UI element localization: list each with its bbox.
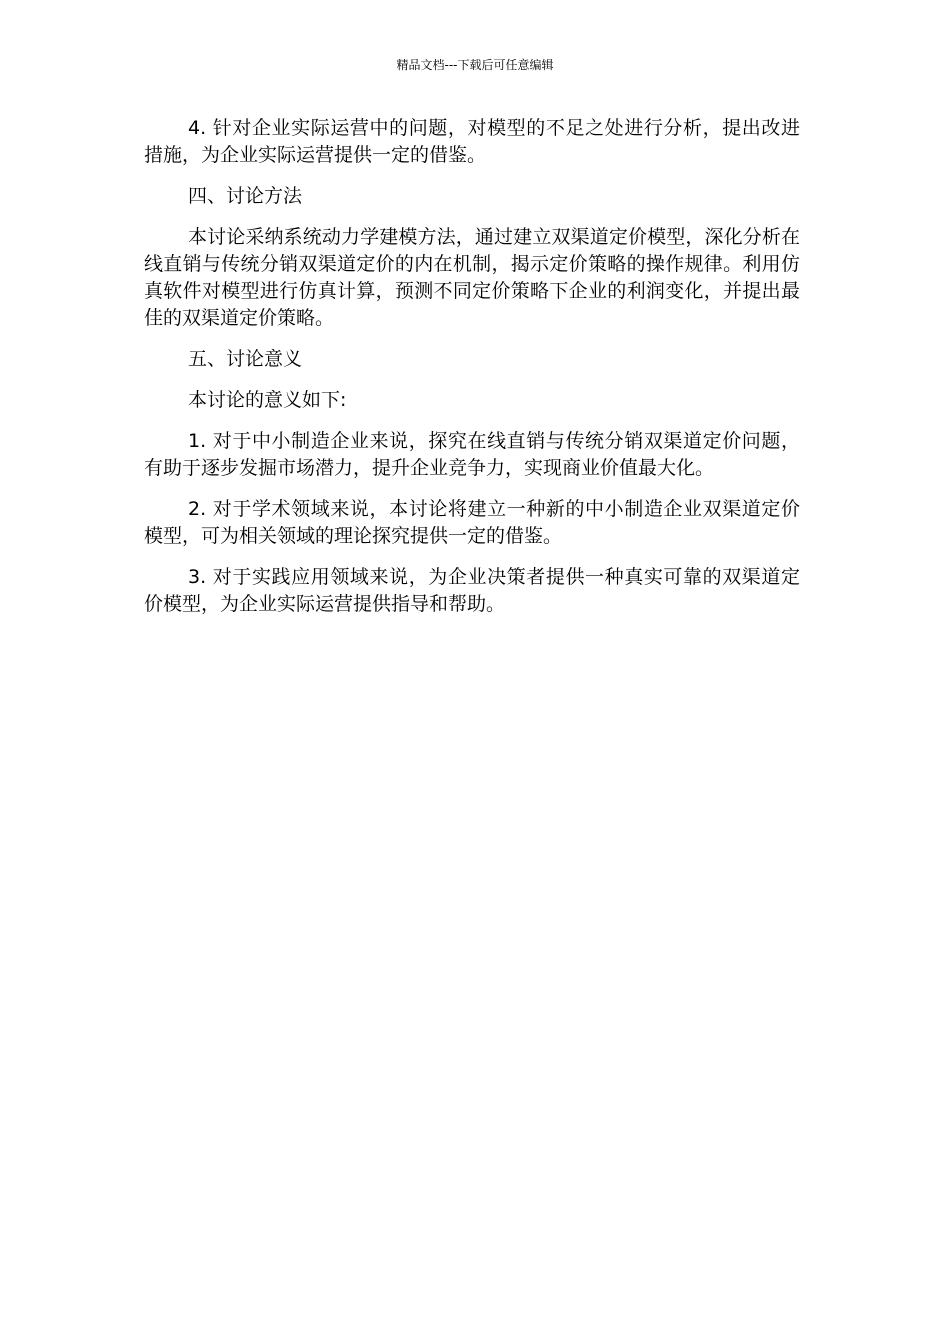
document-body (144, 115, 800, 632)
section-heading-methods: 四、讨论方法 (188, 185, 303, 207)
page-header: 精品文档---下载后可任意编辑 (396, 58, 554, 72)
paragraph-item-4: 4. 针对企业实际运营中的问题，对模型的不足之处进行分析，提出改进措施，为企业实际运营提供一定的借鉴。 (144, 117, 800, 166)
paragraph-methods: 本讨论采纳系统动力学建模方法，通过建立双渠道定价模型，深化分析在线直销与传统分销双渠道定价的内在机制，揭示定价策略的操作规律。利用仿真软件对模型进行仿真计算，预测不同定价策略下企业的利润变化，并提出最佳的双渠道定价策略。 (144, 226, 800, 329)
paragraph-significance-intro: 本讨论的意义如下: (188, 389, 347, 411)
paragraph-significance-3: 3. 对于实践应用领域来说，为企业决策者提供一种真实可靠的双渠道定价模型，为企业实际运营提供指导和帮助。 (144, 566, 800, 615)
section-heading-significance: 五、讨论意义 (188, 348, 303, 370)
paragraph-significance-2: 2. 对于学术领域来说，本讨论将建立一种新的中小制造企业双渠道定价模型，可为相关领域的理论探究提供一定的借鉴。 (144, 498, 800, 547)
paragraph-significance-1: 1. 对于中小制造企业来说，探究在线直销与传统分销双渠道定价问题，有助于逐步发掘市场潜力，提升企业竞争力，实现商业价值最大化。 (144, 430, 800, 479)
